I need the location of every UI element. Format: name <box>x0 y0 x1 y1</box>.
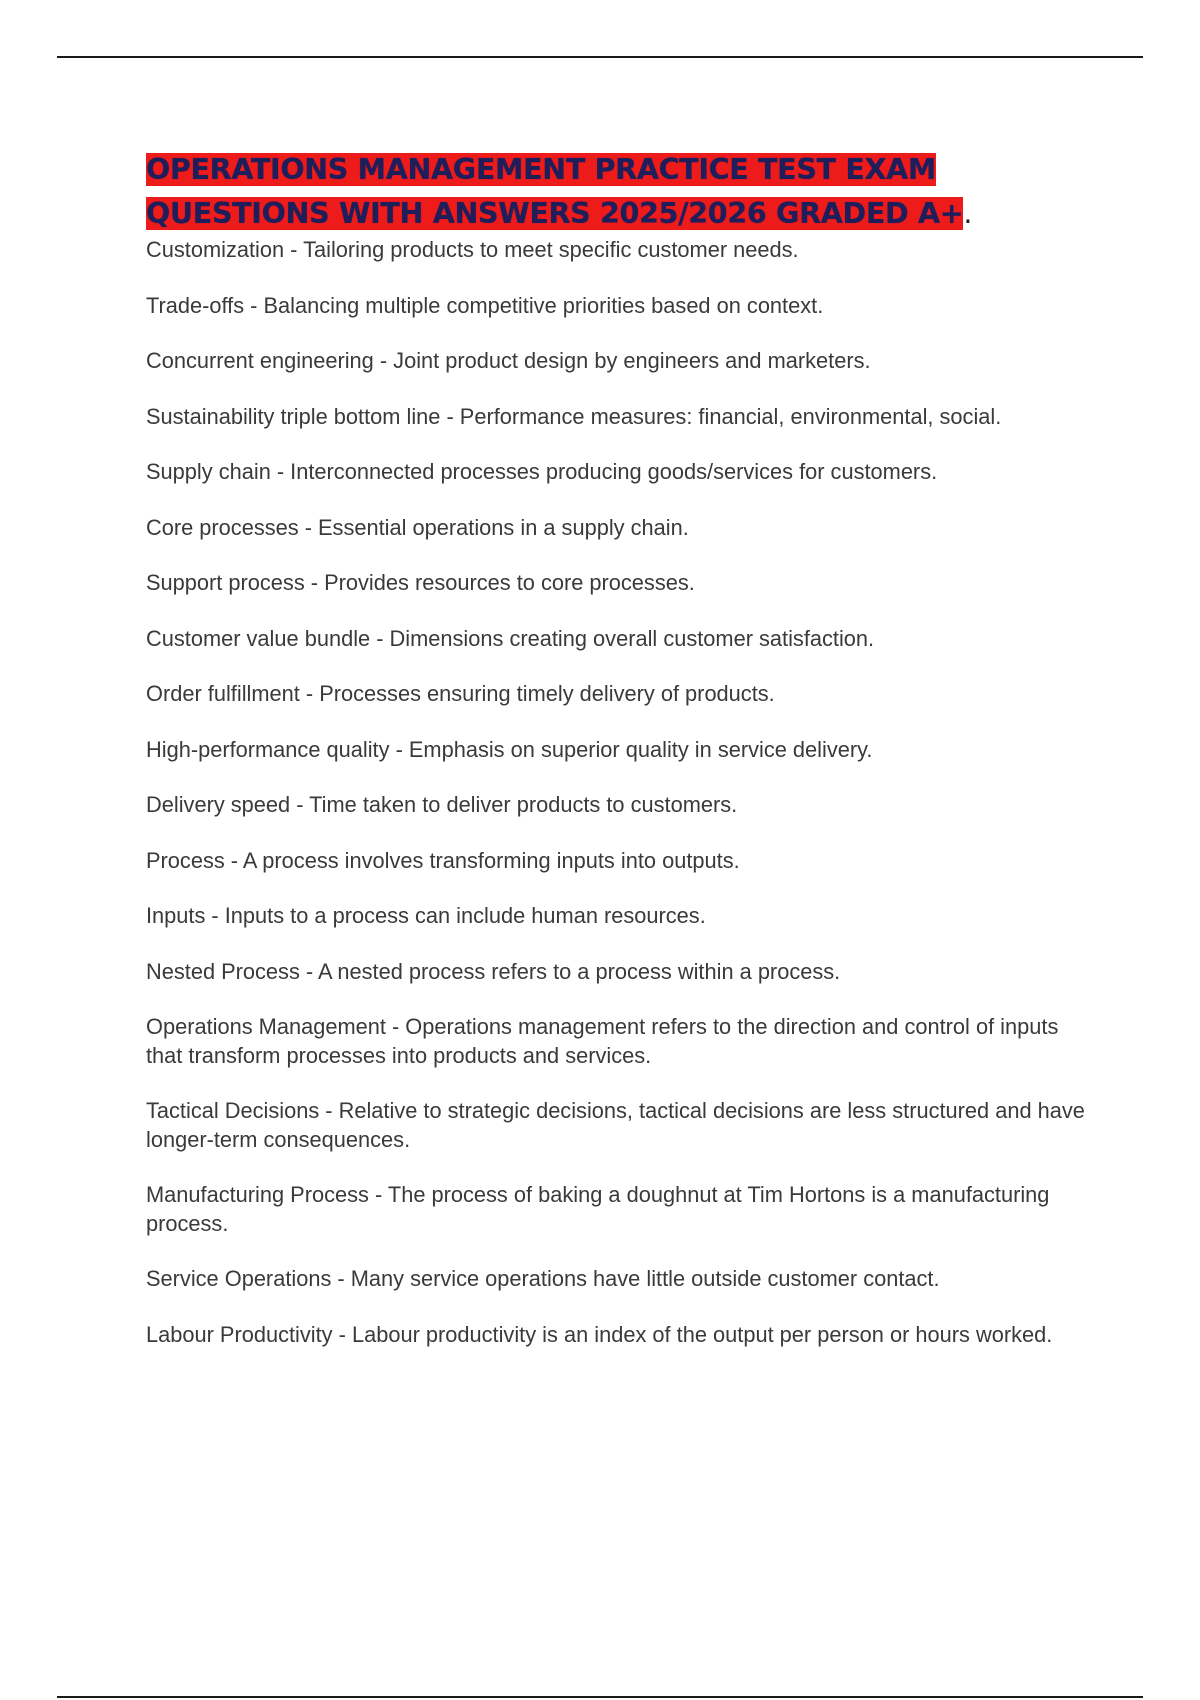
term-item: Customization - Tailoring products to meet specific customer needs. <box>146 237 799 262</box>
term-item: Operations Management - Operations management refers to the direction and control of inputs that transform processes into products and services. <box>146 1014 1059 1068</box>
term-item: Tactical Decisions - Relative to strategic decisions, tactical decisions are less structured and have longer-term consequences. <box>146 1098 1085 1152</box>
term-item: Trade-offs - Balancing multiple competitive priorities based on context. <box>146 292 824 318</box>
term-item: Labour Productivity - Labour productivity is an index of the output per person or hours worked. <box>146 1321 1053 1347</box>
term-item: Process - A process involves transforming inputs into outputs. <box>146 847 740 873</box>
term-item: Inputs - Inputs to a process can include human resources. <box>146 903 706 928</box>
term-item: Order fulfillment - Processes ensuring timely delivery of products. <box>146 681 775 706</box>
term-item: Delivery speed - Time taken to deliver products to customers. <box>146 792 738 817</box>
term-item: Nested Process - A nested process refers to a process within a process. <box>146 958 841 984</box>
term-item: Customer value bundle - Dimensions creating overall customer satisfaction. <box>146 625 875 651</box>
term-item: Service Operations - Many service operations have little outside customer contact. <box>146 1266 940 1291</box>
footer-rule <box>57 1696 1143 1698</box>
document-title-trailing: . <box>963 197 973 230</box>
term-item: Concurrent engineering - Joint product design by engineers and marketers. <box>146 348 871 373</box>
term-list <box>146 236 1096 1349</box>
document-title <box>146 148 986 236</box>
term-item: Core processes - Essential operations in a supply chain. <box>146 514 689 540</box>
term-item: Supply chain - Interconnected processes producing goods/services for customers. <box>146 459 938 484</box>
document-body <box>146 148 1096 1376</box>
document-title-text: OPERATIONS MANAGEMENT PRACTICE TEST EXAM QUESTIONS WITH ANSWERS 2025/2026 GRADED A+ <box>146 153 964 230</box>
header-rule <box>57 56 1143 58</box>
term-item: High-performance quality - Emphasis on superior quality in service delivery. <box>146 736 873 762</box>
term-item: Sustainability triple bottom line - Performance measures: financial, environmental, social. <box>146 403 1002 429</box>
term-item: Manufacturing Process - The process of baking a doughnut at Tim Hortons is a manufacturing process. <box>146 1182 1050 1236</box>
term-item: Support process - Provides resources to core processes. <box>146 570 695 595</box>
